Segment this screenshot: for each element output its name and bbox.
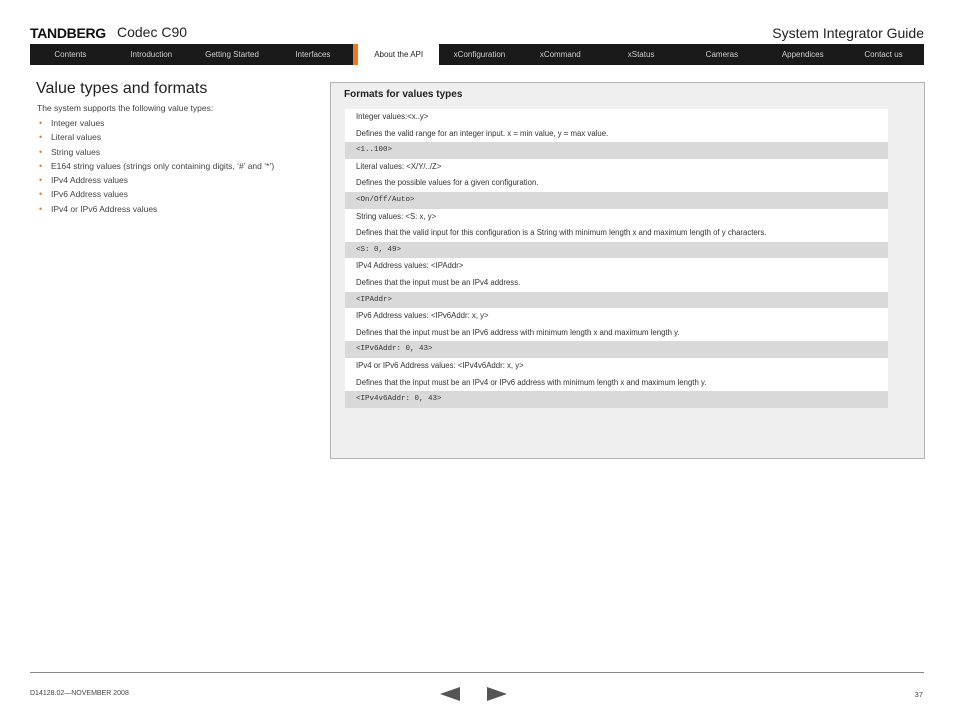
format-row-code: <S: 0, 49> <box>345 242 888 259</box>
list-item-text: IPv4 Address values <box>51 175 129 186</box>
format-row-code: <On/Off/Auto> <box>345 192 888 209</box>
bullet-icon: • <box>39 146 43 157</box>
formats-table <box>345 109 888 408</box>
list-item <box>37 187 274 201</box>
nav-tab-appendices[interactable]: Appendices <box>781 50 824 59</box>
list-item <box>37 116 274 130</box>
list-item-text: IPv6 Address values <box>51 189 129 200</box>
format-row-code: <IPv6Addr: 0, 43> <box>345 341 888 358</box>
format-row-label: IPv6 Address values: <IPv6Addr: x, y> <box>345 308 888 325</box>
bullet-icon: • <box>39 160 43 171</box>
list-item-text: Integer values <box>51 118 105 128</box>
page-header <box>30 24 924 44</box>
list-item <box>37 145 274 159</box>
formats-panel <box>330 82 925 459</box>
nav-tab-introduction[interactable]: Introduction <box>130 50 173 59</box>
value-types-list <box>37 116 274 216</box>
page-number: 37 <box>914 690 923 699</box>
bullet-icon: • <box>39 118 43 128</box>
list-item <box>37 159 274 173</box>
list-item-text: Literal values <box>51 132 102 143</box>
format-row-desc: Defines that the valid input for this configuration is a String with minimum length x and maximum length of y characters. <box>345 225 888 242</box>
top-navigation <box>30 44 924 65</box>
nav-tab-xcommand[interactable]: xCommand <box>539 50 581 59</box>
format-row-label: IPv4 Address values: <IPAddr> <box>345 258 888 275</box>
format-row-code: <IPAddr> <box>345 292 888 309</box>
format-row-desc: Defines that the input must be an IPv4 or IPv6 address with minimum length x and maximum length y. <box>345 375 888 392</box>
nav-tab-contact-us[interactable]: Contact us <box>864 50 903 59</box>
intro-text: The system supports the following value types: <box>37 103 214 113</box>
nav-tab-getting-started[interactable]: Getting Started <box>205 50 259 59</box>
arrow-left-icon[interactable] <box>440 687 460 701</box>
format-row-desc: Defines the valid range for an integer input. x = min value, y = max value. <box>345 126 888 143</box>
list-item-text: String values <box>51 146 101 157</box>
nav-tab-contents[interactable]: Contents <box>54 50 87 59</box>
arrow-right-icon[interactable] <box>487 687 507 701</box>
format-row-code: <1..100> <box>345 142 888 159</box>
brand-logo: TANDBERG <box>30 25 106 41</box>
nav-tab-xstatus[interactable]: xStatus <box>627 50 655 59</box>
nav-tab-interfaces[interactable]: Interfaces <box>295 50 331 59</box>
list-item-text: IPv4 or IPv6 Address values <box>51 203 158 214</box>
format-row-label: IPv4 or IPv6 Address values: <IPv4v6Addr: x, y> <box>345 358 888 375</box>
product-name: Codec C90 <box>117 24 188 40</box>
guide-title: System Integrator Guide <box>772 25 924 41</box>
nav-tab-cameras[interactable]: Cameras <box>705 50 739 59</box>
bullet-icon: • <box>39 132 43 143</box>
panel-title: Formats for values types <box>344 89 463 100</box>
page-title: Value types and formats <box>36 80 208 97</box>
footer-divider <box>30 672 924 673</box>
bullet-icon: • <box>39 203 43 214</box>
format-row-desc: Defines that the input must be an IPv6 address with minimum length x and maximum length y. <box>345 325 888 342</box>
format-row-code: <IPv4v6Addr: 0, 43> <box>345 391 888 408</box>
list-item <box>37 130 274 144</box>
list-item-text: E164 string values (strings only containing digits, ‘#’ and ‘*’) <box>51 160 275 171</box>
nav-tab-about-the-api[interactable]: About the API <box>353 44 439 65</box>
format-row-desc: Defines the possible values for a given configuration. <box>345 175 888 192</box>
nav-tab-xconfiguration[interactable]: xConfiguration <box>453 50 506 59</box>
format-row-label: Literal values: <X/Y/../Z> <box>345 159 888 176</box>
bullet-icon: • <box>39 189 43 200</box>
bullet-icon: • <box>39 175 43 186</box>
format-row-desc: Defines that the input must be an IPv4 address. <box>345 275 888 292</box>
list-item <box>37 202 274 216</box>
document-id: D14128.02—NOVEMBER 2008 <box>30 690 129 697</box>
format-row-label: Integer values:<x..y> <box>345 109 888 126</box>
list-item <box>37 173 274 187</box>
format-row-label: String values: <S: x, y> <box>345 209 888 226</box>
